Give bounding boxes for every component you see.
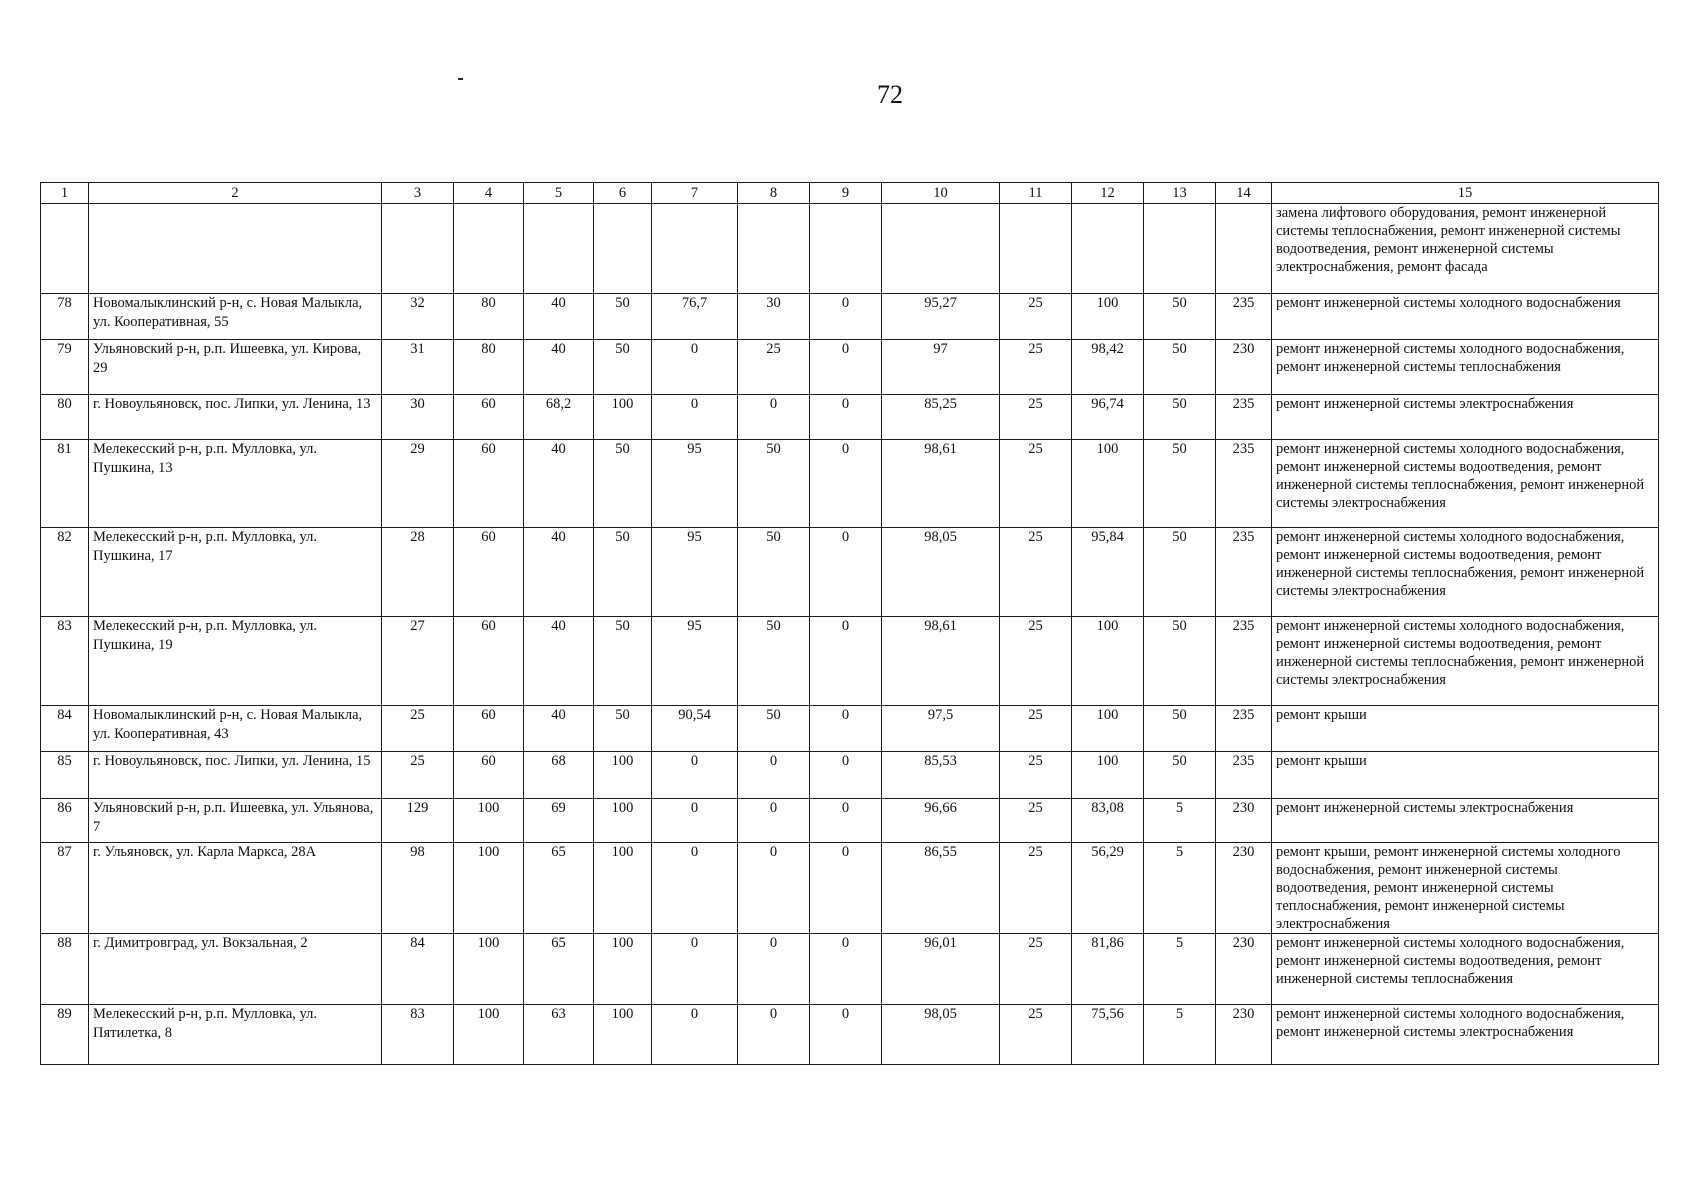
value-cell: 0 bbox=[738, 1005, 810, 1065]
value-cell: 60 bbox=[454, 440, 524, 528]
value-cell: 40 bbox=[524, 528, 594, 617]
value-cell: 40 bbox=[524, 440, 594, 528]
value-cell: 65 bbox=[524, 843, 594, 934]
row-number-cell: 80 bbox=[41, 395, 89, 440]
value-cell: 98 bbox=[382, 843, 454, 934]
work-description-cell: замена лифтового оборудования, ремонт инженерной системы теплоснабжения, ремонт инженерной системы водоотведения, ремонт инженерной системы электроснабжения, ремонт фасада bbox=[1272, 204, 1659, 294]
value-cell: 75,56 bbox=[1072, 1005, 1144, 1065]
value-cell: 50 bbox=[1144, 395, 1216, 440]
value-cell: 98,05 bbox=[882, 1005, 1000, 1065]
value-cell: 100 bbox=[1072, 706, 1144, 752]
address-cell: Новомалыклинский р-н, с. Новая Малыкла, ул. Кооперативная, 43 bbox=[89, 706, 382, 752]
value-cell: 27 bbox=[382, 617, 454, 706]
value-cell: 95,27 bbox=[882, 294, 1000, 340]
value-cell: 85,53 bbox=[882, 752, 1000, 799]
value-cell: 25 bbox=[1000, 799, 1072, 843]
table-row bbox=[41, 1005, 1659, 1065]
value-cell: 50 bbox=[594, 706, 652, 752]
value-cell: 25 bbox=[1000, 340, 1072, 395]
value-cell: 0 bbox=[652, 752, 738, 799]
value-cell: 50 bbox=[594, 440, 652, 528]
value-cell: 50 bbox=[1144, 340, 1216, 395]
work-description-cell: ремонт крыши bbox=[1272, 706, 1659, 752]
value-cell: 98,42 bbox=[1072, 340, 1144, 395]
table-row bbox=[41, 294, 1659, 340]
value-cell: 100 bbox=[594, 843, 652, 934]
value-cell: 96,74 bbox=[1072, 395, 1144, 440]
value-cell bbox=[1000, 204, 1072, 294]
value-cell: 100 bbox=[594, 395, 652, 440]
address-cell bbox=[89, 204, 382, 294]
value-cell: 0 bbox=[738, 752, 810, 799]
row-number-cell bbox=[41, 204, 89, 294]
value-cell: 30 bbox=[382, 395, 454, 440]
column-number: 15 bbox=[1272, 183, 1659, 204]
value-cell: 0 bbox=[652, 934, 738, 1005]
value-cell: 0 bbox=[810, 617, 882, 706]
value-cell: 0 bbox=[810, 340, 882, 395]
value-cell: 0 bbox=[738, 843, 810, 934]
page-number: 72 bbox=[877, 80, 903, 109]
value-cell bbox=[524, 204, 594, 294]
value-cell: 129 bbox=[382, 799, 454, 843]
value-cell: 5 bbox=[1144, 799, 1216, 843]
column-number: 14 bbox=[1216, 183, 1272, 204]
value-cell: 0 bbox=[810, 843, 882, 934]
value-cell: 0 bbox=[652, 395, 738, 440]
value-cell: 0 bbox=[810, 752, 882, 799]
value-cell: 100 bbox=[454, 799, 524, 843]
value-cell bbox=[652, 204, 738, 294]
value-cell: 50 bbox=[1144, 528, 1216, 617]
value-cell: 86,55 bbox=[882, 843, 1000, 934]
address-cell: Мелекесский р-н, р.п. Мулловка, ул. Пятилетка, 8 bbox=[89, 1005, 382, 1065]
value-cell: 50 bbox=[594, 617, 652, 706]
value-cell: 25 bbox=[1000, 440, 1072, 528]
value-cell bbox=[738, 204, 810, 294]
value-cell: 56,29 bbox=[1072, 843, 1144, 934]
table-body bbox=[41, 183, 1659, 1065]
value-cell: 95 bbox=[652, 440, 738, 528]
work-description-cell: ремонт инженерной системы холодного водоснабжения, ремонт инженерной системы теплоснабжения bbox=[1272, 340, 1659, 395]
value-cell: 60 bbox=[454, 706, 524, 752]
value-cell: 50 bbox=[738, 706, 810, 752]
value-cell: 50 bbox=[1144, 706, 1216, 752]
value-cell: 50 bbox=[1144, 294, 1216, 340]
value-cell: 50 bbox=[594, 294, 652, 340]
value-cell: 29 bbox=[382, 440, 454, 528]
value-cell: 100 bbox=[1072, 617, 1144, 706]
value-cell: 100 bbox=[594, 752, 652, 799]
value-cell: 83,08 bbox=[1072, 799, 1144, 843]
value-cell: 63 bbox=[524, 1005, 594, 1065]
row-number-cell: 84 bbox=[41, 706, 89, 752]
value-cell: 97 bbox=[882, 340, 1000, 395]
value-cell: 50 bbox=[1144, 617, 1216, 706]
value-cell: 100 bbox=[1072, 440, 1144, 528]
scan-speck bbox=[458, 78, 463, 80]
column-number: 6 bbox=[594, 183, 652, 204]
value-cell: 95 bbox=[652, 617, 738, 706]
value-cell: 0 bbox=[810, 799, 882, 843]
value-cell: 25 bbox=[382, 752, 454, 799]
continuation-row bbox=[41, 204, 1659, 294]
value-cell: 235 bbox=[1216, 706, 1272, 752]
column-number: 3 bbox=[382, 183, 454, 204]
address-cell: г. Новоульяновск, пос. Липки, ул. Ленина, 13 bbox=[89, 395, 382, 440]
value-cell: 25 bbox=[1000, 395, 1072, 440]
value-cell: 40 bbox=[524, 617, 594, 706]
value-cell: 50 bbox=[738, 528, 810, 617]
value-cell: 85,25 bbox=[882, 395, 1000, 440]
address-cell: Мелекесский р-н, р.п. Мулловка, ул. Пушкина, 13 bbox=[89, 440, 382, 528]
value-cell: 40 bbox=[524, 706, 594, 752]
value-cell bbox=[810, 204, 882, 294]
value-cell: 28 bbox=[382, 528, 454, 617]
value-cell: 0 bbox=[738, 395, 810, 440]
value-cell: 97,5 bbox=[882, 706, 1000, 752]
value-cell: 98,61 bbox=[882, 617, 1000, 706]
column-number: 12 bbox=[1072, 183, 1144, 204]
value-cell: 60 bbox=[454, 528, 524, 617]
value-cell: 0 bbox=[652, 799, 738, 843]
value-cell bbox=[1144, 204, 1216, 294]
value-cell bbox=[882, 204, 1000, 294]
value-cell: 230 bbox=[1216, 799, 1272, 843]
value-cell: 5 bbox=[1144, 843, 1216, 934]
value-cell: 25 bbox=[1000, 843, 1072, 934]
table-row bbox=[41, 528, 1659, 617]
value-cell: 31 bbox=[382, 340, 454, 395]
value-cell: 98,61 bbox=[882, 440, 1000, 528]
column-number: 5 bbox=[524, 183, 594, 204]
value-cell: 0 bbox=[810, 934, 882, 1005]
address-cell: г. Димитровград, ул. Вокзальная, 2 bbox=[89, 934, 382, 1005]
value-cell: 235 bbox=[1216, 752, 1272, 799]
value-cell: 60 bbox=[454, 617, 524, 706]
value-cell bbox=[454, 204, 524, 294]
table-row bbox=[41, 799, 1659, 843]
value-cell: 0 bbox=[652, 1005, 738, 1065]
row-number-cell: 81 bbox=[41, 440, 89, 528]
work-description-cell: ремонт инженерной системы холодного водоснабжения bbox=[1272, 294, 1659, 340]
value-cell: 68,2 bbox=[524, 395, 594, 440]
table-row bbox=[41, 395, 1659, 440]
value-cell: 5 bbox=[1144, 1005, 1216, 1065]
value-cell: 95 bbox=[652, 528, 738, 617]
value-cell: 0 bbox=[810, 395, 882, 440]
table-row bbox=[41, 706, 1659, 752]
column-number: 1 bbox=[41, 183, 89, 204]
value-cell: 100 bbox=[454, 1005, 524, 1065]
row-number-cell: 82 bbox=[41, 528, 89, 617]
row-number-cell: 83 bbox=[41, 617, 89, 706]
address-cell: Мелекесский р-н, р.п. Мулловка, ул. Пушкина, 17 bbox=[89, 528, 382, 617]
work-description-cell: ремонт крыши, ремонт инженерной системы холодного водоснабжения, ремонт инженерной системы водоотведения, ремонт инженерной системы теплоснабжения, ремонт инженерной системы электроснабжения bbox=[1272, 843, 1659, 934]
work-description-cell: ремонт крыши bbox=[1272, 752, 1659, 799]
row-number-cell: 86 bbox=[41, 799, 89, 843]
table-row bbox=[41, 440, 1659, 528]
value-cell: 230 bbox=[1216, 843, 1272, 934]
value-cell: 25 bbox=[1000, 934, 1072, 1005]
value-cell: 100 bbox=[454, 843, 524, 934]
column-number: 9 bbox=[810, 183, 882, 204]
value-cell: 40 bbox=[524, 340, 594, 395]
value-cell: 0 bbox=[810, 528, 882, 617]
value-cell: 50 bbox=[738, 440, 810, 528]
value-cell: 98,05 bbox=[882, 528, 1000, 617]
row-number-cell: 87 bbox=[41, 843, 89, 934]
value-cell bbox=[382, 204, 454, 294]
value-cell: 84 bbox=[382, 934, 454, 1005]
column-number: 8 bbox=[738, 183, 810, 204]
column-number: 7 bbox=[652, 183, 738, 204]
work-description-cell: ремонт инженерной системы холодного водоснабжения, ремонт инженерной системы электроснабжения bbox=[1272, 1005, 1659, 1065]
value-cell: 0 bbox=[810, 294, 882, 340]
row-number-cell: 79 bbox=[41, 340, 89, 395]
value-cell: 50 bbox=[1144, 752, 1216, 799]
value-cell: 60 bbox=[454, 752, 524, 799]
value-cell: 30 bbox=[738, 294, 810, 340]
value-cell: 40 bbox=[524, 294, 594, 340]
value-cell: 60 bbox=[454, 395, 524, 440]
column-number: 13 bbox=[1144, 183, 1216, 204]
row-number-cell: 89 bbox=[41, 1005, 89, 1065]
value-cell: 96,01 bbox=[882, 934, 1000, 1005]
value-cell bbox=[1072, 204, 1144, 294]
value-cell: 100 bbox=[594, 799, 652, 843]
value-cell: 25 bbox=[382, 706, 454, 752]
value-cell: 0 bbox=[810, 440, 882, 528]
value-cell: 100 bbox=[594, 1005, 652, 1065]
value-cell bbox=[1216, 204, 1272, 294]
value-cell: 230 bbox=[1216, 1005, 1272, 1065]
table-row bbox=[41, 617, 1659, 706]
value-cell: 25 bbox=[1000, 1005, 1072, 1065]
work-description-cell: ремонт инженерной системы холодного водоснабжения, ремонт инженерной системы водоотведения, ремонт инженерной системы теплоснабжения, ремонт инженерной системы электроснабжения bbox=[1272, 440, 1659, 528]
value-cell: 0 bbox=[810, 1005, 882, 1065]
value-cell: 25 bbox=[1000, 617, 1072, 706]
work-description-cell: ремонт инженерной системы электроснабжения bbox=[1272, 799, 1659, 843]
value-cell: 100 bbox=[1072, 752, 1144, 799]
value-cell: 0 bbox=[738, 934, 810, 1005]
work-description-cell: ремонт инженерной системы холодного водоснабжения, ремонт инженерной системы водоотведения, ремонт инженерной системы теплоснабжения, ремонт инженерной системы электроснабжения bbox=[1272, 617, 1659, 706]
value-cell: 50 bbox=[738, 617, 810, 706]
value-cell: 90,54 bbox=[652, 706, 738, 752]
value-cell: 32 bbox=[382, 294, 454, 340]
address-cell: г. Новоульяновск, пос. Липки, ул. Ленина, 15 bbox=[89, 752, 382, 799]
value-cell: 100 bbox=[454, 934, 524, 1005]
address-cell: Мелекесский р-н, р.п. Мулловка, ул. Пушкина, 19 bbox=[89, 617, 382, 706]
value-cell: 0 bbox=[810, 706, 882, 752]
value-cell: 25 bbox=[1000, 294, 1072, 340]
value-cell: 235 bbox=[1216, 294, 1272, 340]
column-number: 4 bbox=[454, 183, 524, 204]
housing-register-table bbox=[40, 182, 1659, 1065]
address-cell: Ульяновский р-н, р.п. Ишеевка, ул. Ульянова, 7 bbox=[89, 799, 382, 843]
value-cell: 68 bbox=[524, 752, 594, 799]
value-cell: 25 bbox=[1000, 752, 1072, 799]
value-cell: 80 bbox=[454, 294, 524, 340]
value-cell: 50 bbox=[594, 340, 652, 395]
row-number-cell: 78 bbox=[41, 294, 89, 340]
value-cell bbox=[594, 204, 652, 294]
value-cell: 83 bbox=[382, 1005, 454, 1065]
value-cell: 50 bbox=[594, 528, 652, 617]
value-cell: 230 bbox=[1216, 934, 1272, 1005]
value-cell: 81,86 bbox=[1072, 934, 1144, 1005]
table-row bbox=[41, 843, 1659, 934]
table-row bbox=[41, 752, 1659, 799]
value-cell: 96,66 bbox=[882, 799, 1000, 843]
column-number: 11 bbox=[1000, 183, 1072, 204]
table-row bbox=[41, 934, 1659, 1005]
value-cell: 5 bbox=[1144, 934, 1216, 1005]
value-cell: 50 bbox=[1144, 440, 1216, 528]
value-cell: 100 bbox=[1072, 294, 1144, 340]
row-number-cell: 85 bbox=[41, 752, 89, 799]
row-number-cell: 88 bbox=[41, 934, 89, 1005]
value-cell: 235 bbox=[1216, 440, 1272, 528]
value-cell: 0 bbox=[738, 799, 810, 843]
value-cell: 235 bbox=[1216, 617, 1272, 706]
work-description-cell: ремонт инженерной системы электроснабжения bbox=[1272, 395, 1659, 440]
value-cell: 69 bbox=[524, 799, 594, 843]
table-row bbox=[41, 340, 1659, 395]
value-cell: 80 bbox=[454, 340, 524, 395]
work-description-cell: ремонт инженерной системы холодного водоснабжения, ремонт инженерной системы водоотведения, ремонт инженерной системы теплоснабжения bbox=[1272, 934, 1659, 1005]
column-number: 2 bbox=[89, 183, 382, 204]
work-description-cell: ремонт инженерной системы холодного водоснабжения, ремонт инженерной системы водоотведения, ремонт инженерной системы теплоснабжения, ремонт инженерной системы электроснабжения bbox=[1272, 528, 1659, 617]
column-number: 10 bbox=[882, 183, 1000, 204]
address-cell: Ульяновский р-н, р.п. Ишеевка, ул. Кирова, 29 bbox=[89, 340, 382, 395]
value-cell: 0 bbox=[652, 340, 738, 395]
value-cell: 100 bbox=[594, 934, 652, 1005]
value-cell: 25 bbox=[1000, 706, 1072, 752]
value-cell: 0 bbox=[652, 843, 738, 934]
value-cell: 235 bbox=[1216, 528, 1272, 617]
value-cell: 95,84 bbox=[1072, 528, 1144, 617]
address-cell: г. Ульяновск, ул. Карла Маркса, 28А bbox=[89, 843, 382, 934]
value-cell: 25 bbox=[1000, 528, 1072, 617]
value-cell: 25 bbox=[738, 340, 810, 395]
value-cell: 76,7 bbox=[652, 294, 738, 340]
value-cell: 235 bbox=[1216, 395, 1272, 440]
value-cell: 230 bbox=[1216, 340, 1272, 395]
value-cell: 65 bbox=[524, 934, 594, 1005]
column-number-row bbox=[41, 183, 1659, 204]
address-cell: Новомалыклинский р-н, с. Новая Малыкла, ул. Кооперативная, 55 bbox=[89, 294, 382, 340]
